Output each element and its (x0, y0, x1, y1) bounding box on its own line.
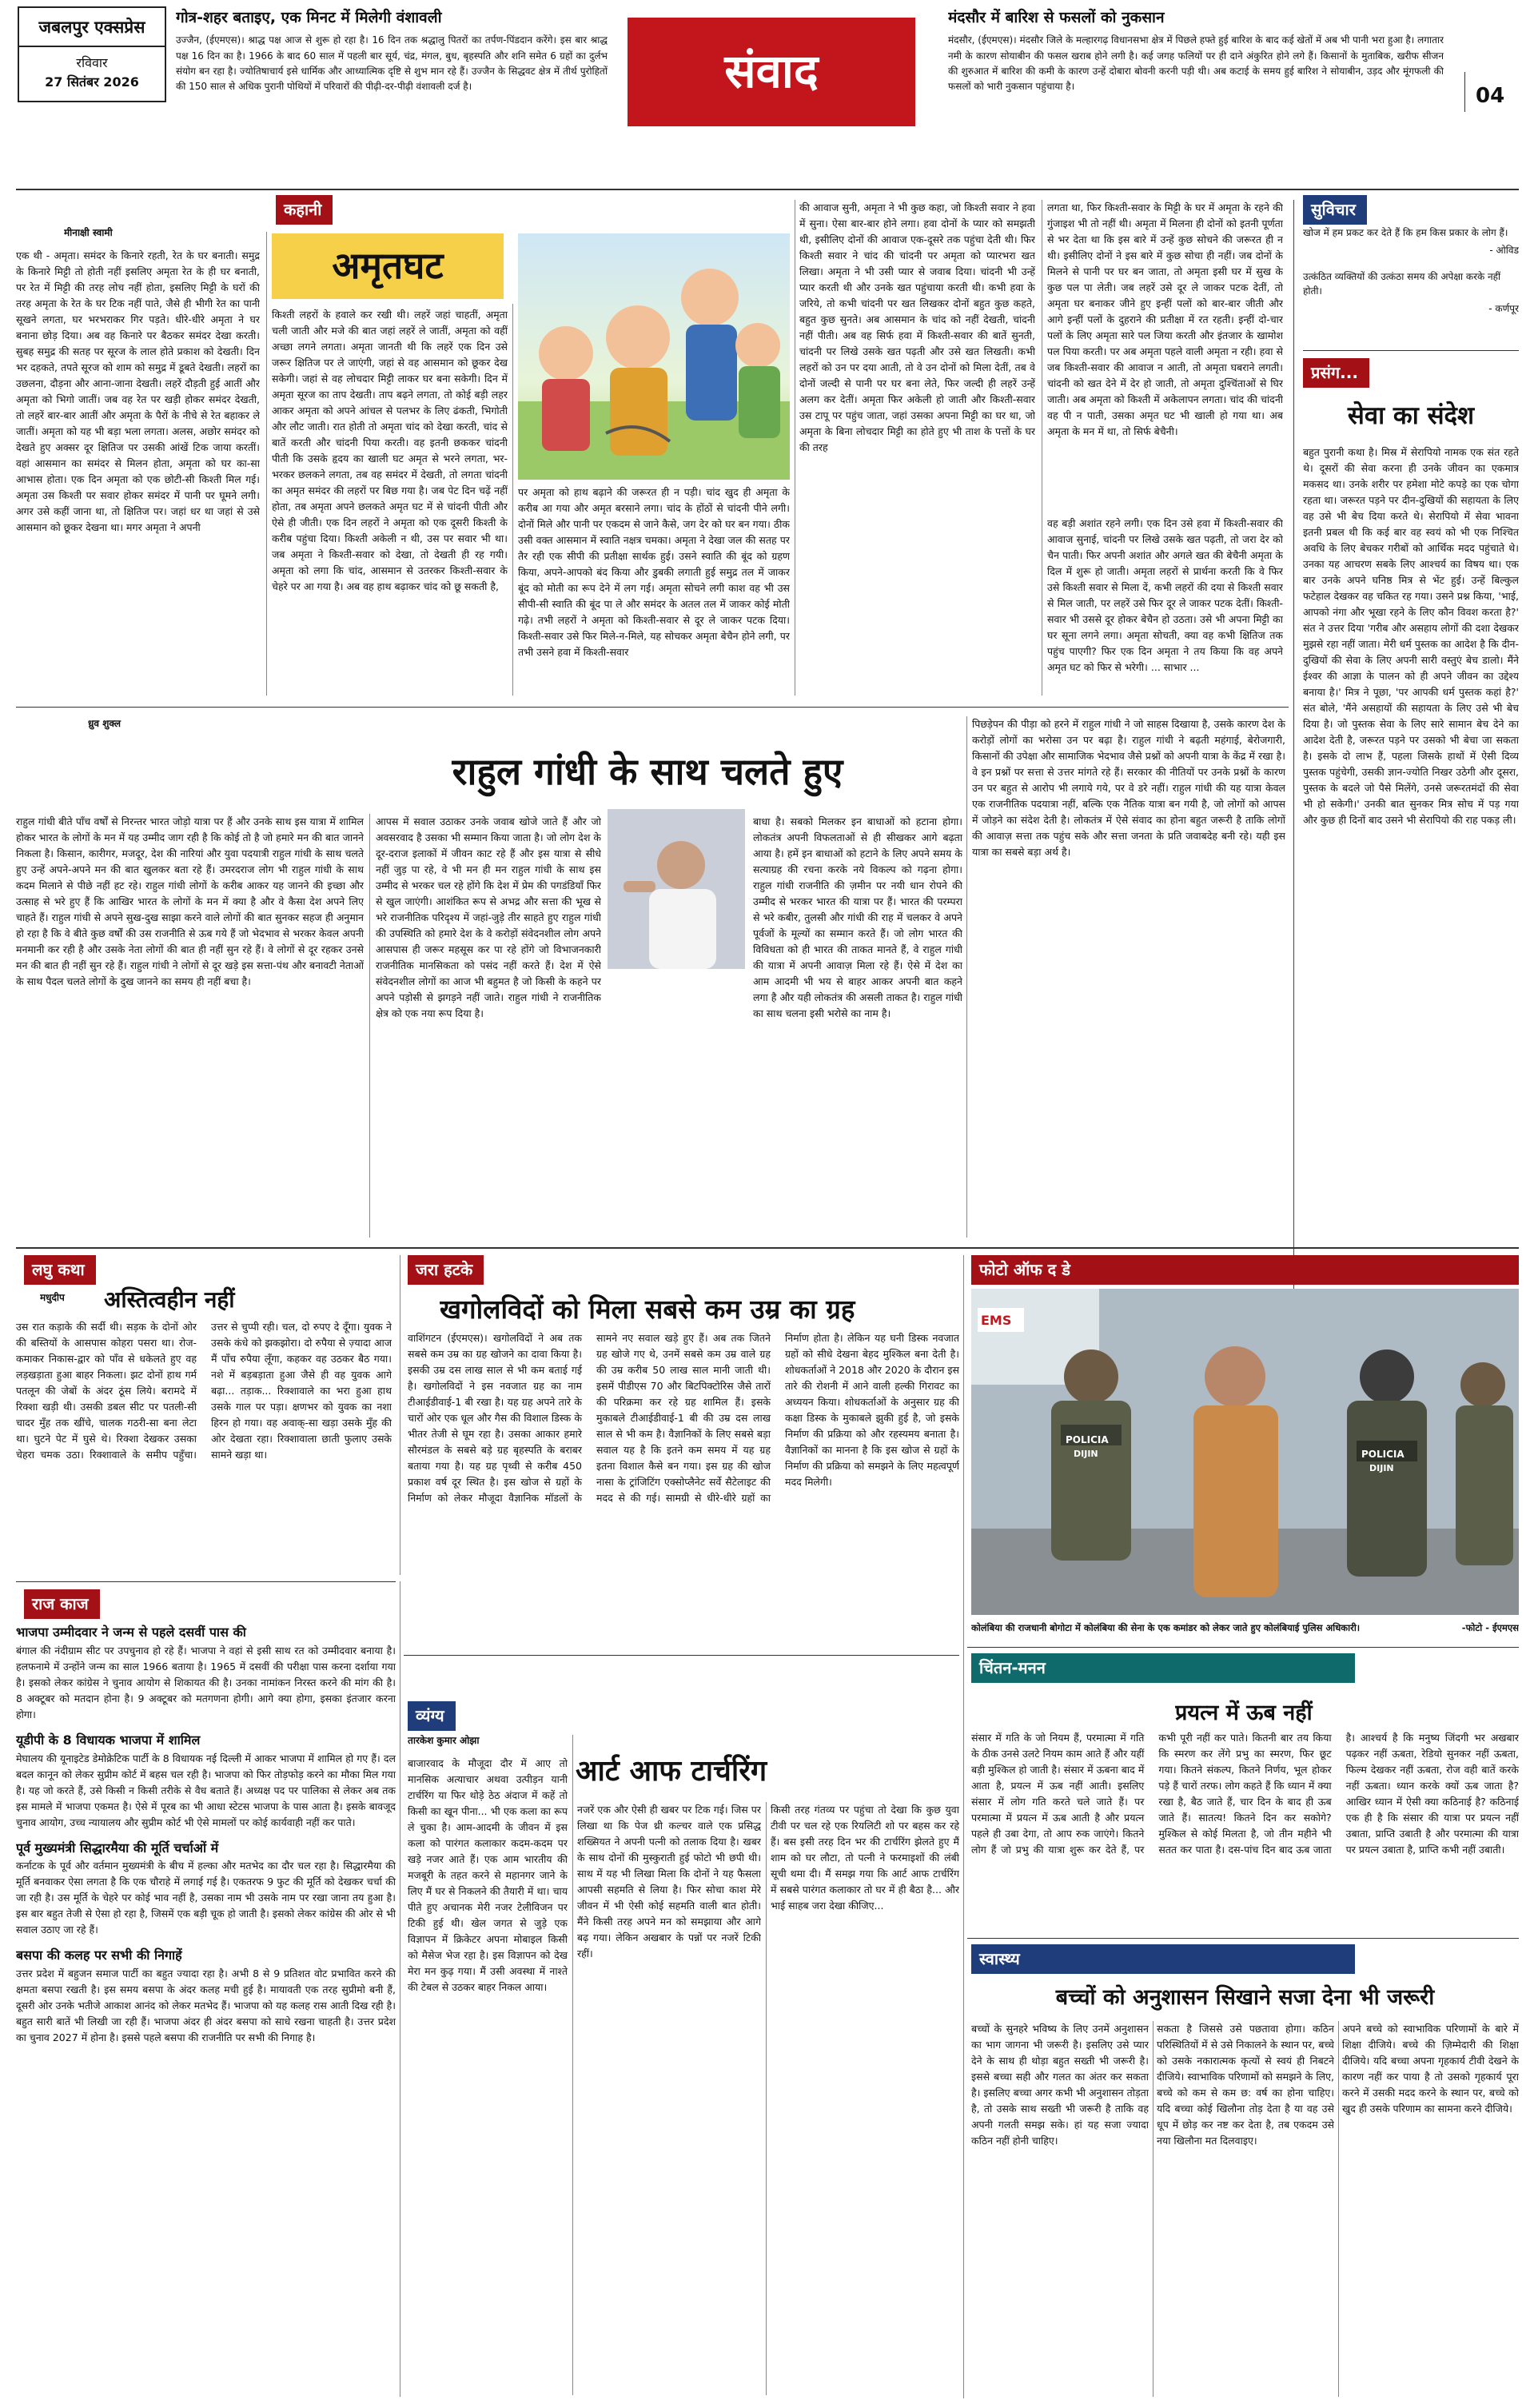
vyang-headline: आर्ट आफ टार्चरिंग (576, 1755, 767, 1788)
cartoon-people-illustration (518, 233, 790, 480)
raj-kaj-item (16, 1623, 396, 1723)
raj-kaj-headline: पूर्व मुख्यमंत्री सिद्धारमैया की मूर्ति चर्चाओं में (16, 1840, 219, 1856)
vyang-author: तारकेश कुमार ओझा (408, 1735, 480, 1746)
raj-kaj-item (16, 1731, 396, 1831)
story-col-1: एक थी - अमृता। समंदर के किनारे रहती, रेत के घर बनाती। समुद्र के किनारे मिट्टी तो होती नहीं इसलिए अमृता रेत के ही घर बनाती, पर रेत में मिट्टी की तरह लोच नहीं होता, इसलिए मिट्टी के घरों की तरह अमृता के रेत के घर टिक नहीं पाते, जैसे ही भीगी रेत का पानी सूखने लगता, घर भरभराकर गिर पड़ते। धीरे-धीरे अमृता ने घर बनाना छोड़ दिया। अब वह किनारे पर बैठकर समंदर देखा करती। सुबह समुद्र की सतह पर सूरज के लाल होते प्रकाश को देखती। दिन भर दहकते, तपते सूरज को शाम को समुद्र में डूबते देखती। लहरों का उछलना, दौड़ना और आना-जाना देखती। लहरें दौड़ती हुई आतीं और अमृता को भिगो जातीं। जब वह रेत पर खड़ी होकर समंदर देखती, तो लहरें बार-बार आतीं और अमृता के पैरों के नीचे से रेत बहाकर ले जातीं। अमृता को यह भी बड़ा भला लगता। अलस, अछोर समंदर को देखते हुए अक्सर दूर क्षितिज पर उसकी आंखें टिक जाया करतीं। वहां आसमान का समंदर से मिलन होता, अमृता को घर का-सा आभास होता। एक दिन अमृता को एक छोटी-सी किश्ती मिल गई। अमृता उस किश्ती पर सवार होकर समंदर में पानी पर घूमने लगी। अगर उसे कहीं जाना था, तो क्षितिज पर। जहां धर था जहां से उसे आसमान को छूकर देखना था। मगर अमृता ने अपनी (16, 249, 260, 533)
top-left-headline: गोत्र-शहर बताइए, एक मिनट में मिलेगी वंशावली (176, 9, 442, 26)
vest-label-right: POLICIA (1361, 1449, 1405, 1460)
suvichar-quote-1: खोज में हम प्रकट कर देते हैं कि हम किस प्रकार के लोग हैं। (1303, 227, 1508, 238)
story-col-5: लगता था, फिर किश्ती-सवार के मिट्टी के घर में अमृता के रहने की गुंजाइश भी तो नहीं थी। अमृता में मिलना ही दोनों को इतनी पूर्णता से भर देता था कि इस बारे में उन्हें कुछ सोचने की जरूरत ही न थी। इसीलिए दोनों ने इस बारे में कुछ सोचा ही नहीं। जब दोनों के मिलने से पानी पर घर बन जाता, तो अमृता इसी घर में सुख के कुछ पल पा लेती। जब लहरें उसे दूर ले जाकर पटक देतीं, तो अमृता घर बनाकर जीने हुए इन्हीं पलों को बार-बार जीती और आगे इन्हीं पलों के दुहराने की प्रतीक्षा में रत रहती। इन्हीं दो-चार पलों के लिए अमृता सारे पल जिया करती और इंतजार के खामोश पल पिया करती। पर अब अमृता पहले वाली अमृता न रही। हवा से जब किश्ती-सवार की आवाज न आती, तो अमृता घबराने लगती। चांदनी को खत देने में देर हो जाती, तो अमृता दुश्चिंताओं से घिर जाती। अब अमृता को किश्ती में अकेलापन लगता। चांद की चांदनी वह पी न पाती, उसका अमृत घट भी खाली हो गया था। अब अमृता के मन में था, तो सिर्फ बेचैनी। (1047, 201, 1283, 437)
vest-label-right-2: DIJIN (1369, 1463, 1394, 1473)
raj-kaj-body: बंगाल की नंदीग्राम सीट पर उपचुनाव हो रहे हैं। भाजपा ने वहां से इसी साथ रत को उम्मीदवार बनाया है। हलफनामे में उन्होंने जन्म का साल 1966 बताया है। 1965 में दसवीं की परीक्षा पास करना दर्शाया गया है। इसको लेकर कांग्रेस ने चुनाव आयोग से शिकायत की है। उनका नामांकन निरस्त करने की मांग की है। 8 अक्टूबर को मतदान होना है। 9 अक्टूबर को मतगणना होगी। आगे क्या होगा, इसका इंतजार करना होगा। (16, 1644, 396, 1720)
page-number: 04 (1476, 84, 1505, 108)
story-author: मीनाक्षी स्वामी (64, 227, 113, 238)
laghu-katha-author: मधुदीप (40, 1292, 65, 1303)
chintan-title: प्रयत्न में ऊब नहीं (1175, 1700, 1313, 1725)
rahul-author: ध्रुव शुक्ल (88, 718, 122, 729)
raj-kaj-label: राज काज (24, 1589, 100, 1619)
suvichar-author-2: - कर्णपूर (1488, 302, 1519, 314)
jara-hatke-body: वाशिंगटन (ईएमएस)। खगोलविदों ने अब तक सबसे कम उम्र का ग्रह खोजने का दावा किया है। इसकी उम्र दस लाख साल से भी कम बताई गई है। खगोलविदों ने इस नवजात ग्रह का नाम टीआईडीवाई-1 बी रखा है। यह ग्रह अपने तारे के चारों ओर एक धूल और गैस की विशाल डिस्क के भीतर तेजी से घूम रहा है। उसका आकार हमारे सौरमंडल के सबसे बड़े ग्रह बृहस्पति के बराबर बताया गया है। यह ग्रह पृथ्वी से करीब 450 प्रकाश वर्ष दूर स्थित है। इस खोज से ग्रहों के निर्माण को लेकर मौजूदा वैज्ञानिक मॉडलों के सामने नए सवाल खड़े हुए हैं। अब तक जितने ग्रह खोजे गए थे, उनमें सबसे कम उम्र वाले ग्रह की उम्र करीब 50 लाख साल मानी जाती थी। इसमें पीडीएस 70 और बिटपिक्टोरिस जैसे तारों की परिक्रमा कर रहे ग्रह शामिल हैं। इसके मुकाबले टीआईडीवाई-1 बी की उम्र दस लाख साल से भी कम है। वैज्ञानिकों के लिए सबसे बड़ा सवाल यह है कि इतने कम समय में यह ग्रह इतना विशाल कैसे बन गया। इस ग्रह की खोज नासा के ट्रांजिटिंग एक्सोप्लैनेट सर्वे सैटेलाइट की मदद से की गई। सामग्री से धीरे-धीरे ग्रहों का निर्माण होता है। लेकिन यह घनी डिस्क नवजात ग्रहों को सीधे देखना बेहद मुश्किल बना देती है। शोधकर्ताओं ने 2018 और 2020 के दौरान इस तारे की रोशनी में आने वाली हल्की गिरावट का अध्ययन किया। शोधकर्ताओं के अनुसार ग्रह की कक्षा डिस्क के मुकाबले झुकी हुई है, जो इसके निर्माण की प्रक्रिया को और रहस्यमय बनाता है। वैज्ञानिकों का मानना है कि इस खोज से ग्रहों के निर्माण की प्रक्रिया को समझने के लिए महत्वपूर्ण मदद मिलेगी। (408, 1332, 959, 1504)
jara-hatke-headline: खगोलविदों को मिला सबसे कम उम्र का ग्रह (440, 1294, 855, 1325)
swasthya-label: स्वास्थ्य (971, 1944, 1355, 1974)
raj-kaj-item (16, 1839, 396, 1939)
raj-kaj-item (16, 1946, 396, 2046)
photo-of-day-image (971, 1289, 1519, 1615)
vyang-label: व्यंग्य (408, 1701, 456, 1731)
vyang-col-3: किसी तरह गंतव्य पर पहुंचा तो देखा कि कुछ युवा टीवी पर चल रहे एक रियलिटी शो पर बहस कर रहे हैं। बस इसी तरह दिन भर की टार्चरिंग झेलते हुए मैं शाम को घर लौटा, तो पत्नी ने फरमाइशों की लंबी सूची थमा दी। मैं समझ गया कि आर्ट आफ टार्चरिंग में सबसे पारंगत कलाकार तो घर में ही बैठा है... और भाई साहब जरा देखा कीजिए... (771, 1804, 959, 1912)
raj-kaj-headline: बसपा की कलह पर सभी की निगाहें (16, 1948, 182, 1963)
prasang-body: बहुत पुरानी कथा है। मिस्र में सेरापियो नामक एक संत रहते थे। दूसरों की सेवा करना ही उनके जीवन का एकमात्र मकसद था। उनके शरीर पर हमेशा मोटे कपड़े का एक चोगा रहता था। जरूरत पड़ने पर दीन-दुखियों की सहायता के लिए वह उसे भी बेच दिया करते थे। सेरापियो में सेवा भावना इतनी प्रबल थी कि कई बार वह स्वयं को भी एक निश्चित अवधि के लिए बेचकर गरीबों को आर्थिक मदद पहुंचाते थे। उनका यह आचरण सबके लिए आश्चर्य का विषय था। एक बार उनके अपने घनिष्ठ मित्र से भेंट हुई। उन्हें बिल्कुल फटेहाल देखकर वह चकित रह गया। उसने प्रश्न किया, 'भाई, आपको नंगा और भूखा रहने के लिए कौन विवश करता है?' संत ने उत्तर दिया 'गरीब और असहाय लोगों की दशा देखकर मुझसे रहा नहीं जाता। मेरी धर्म पुस्तक का आदेश है कि दीन-दुखियों की सेवा के लिए अपनी सारी वस्तुएं बेच डालो। मैंने ईश्वर की आज्ञा के पालन को ही अपने जीवन का उद्देश्य बनाया है।' मित्र ने पूछा, 'पर आपकी धर्म पुस्तक कहां है?' संत बोले, 'मैंने असहायों की सहायता के लिए उसे भी बेच दिया है। जो पुस्तक सेवा के लिए सारे सामान बेच देने का आदेश देती है, जरूरत पड़ने पर उसको भी बेचा जा सकता है। इसके दो लाभ हैं, पहला जिसके हाथों में ऐसी दिव्य पुस्तक पहुंचेगी, उसकी ज्ञान-ज्योति निखर उठेगी और दूसरा, पुस्तक के बदले जो पैसे मिलेंगे, उनसे जरूरतमंदों की सेवा भी हो सकेगी।' उनकी बात सुनकर मित्र सोच में पड़ गया और कुछ ही दिनों बाद उसने भी सेरापियो की राह पकड़ ली। (1303, 446, 1519, 826)
raj-kaj-headline: यूडीपी के 8 विधायक भाजपा में शामिल (16, 1732, 201, 1748)
raj-kaj-list (16, 1623, 396, 2398)
story-illustration (518, 233, 790, 480)
ems-badge: EMS (981, 1313, 1012, 1328)
laghu-katha-title: अस्तित्वहीन नहीं (104, 1286, 235, 1313)
photo-of-day-credit: -फोटो - ईएमएस (1461, 1622, 1519, 1633)
jara-hatke-label: जरा हटके (408, 1255, 484, 1285)
raj-kaj-body: उत्तर प्रदेश में बहुजन समाज पार्टी का बहुत ज्यादा रहा है। अभी 8 से 9 प्रतिशत वोट प्रभावित करने की क्षमता बसपा रखती है। इस समय बसपा के अंदर कलह मची हुई है। मायावती एक तरह सुप्रीमो बनी हैं, दूसरी ओर उनके भतीजे आकाश आनंद को लेकर मतभेद हैं। भाजपा को यह कलह रास आती दिख रही है। बहुत सारी बातें भी लिखी जा रही हैं। भाजपा अंदर ही अंदर बसपा को साधे रखना चाहती है। उत्तर प्रदेश का चुनाव 2027 में होना है। इससे पहले बसपा की राजनीति पर सभी की निगाह है। (16, 1967, 396, 2044)
story-col-6: वह बड़ी अशांत रहने लगी। एक दिन उसे हवा में किश्ती-सवार की आवाज सुनाई, चांदनी पर लिखे उसके खत पढ़ती, तो जरा देर को चैन पाती। फिर अपनी अशांत और अगले खत की बेचैनी अमृता के दिल में शुरू हो जाती। अमृता लहरों से प्रार्थना करती कि वे फिर उसे किश्ती सवार से मिला दें, कभी लहरों की दया से किश्ती सवार से मिल जाती, पर लहरें उसे फिर दूर ले जाकर पटक देतीं। किश्ती-सवार भी उससे दूर होकर बेचैन हो उठता। उसे भी अपना मिट्टी का घर सूना लगने लगा। अमृता सोचती, क्या वह कभी क्षितिज तक पहुंच पाएगी? फिर एक दिन अमृता ने तय किया कि वह अपने अमृत घट को फिर से भरेगी। ... साभार ... (1047, 517, 1283, 673)
story-title-box (272, 233, 504, 299)
vest-label-left: POLICIA (1066, 1434, 1109, 1445)
story-col-4: की आवाज सुनी, अमृता ने भी कुछ कहा, जो किश्ती सवार ने हवा में सुना। ऐसा बार-बार होने लगा। हवा दोनों के प्यार को समझती थी, इसीलिए दोनों की आवाज एक-दूसरे तक पहुंचा देती थी। फिर किश्ती सवार ने चांद की चांदनी पर अमृता को प्यारभरा खत लिखा। अमृता ने भी उसी प्यार से जवाब दिया। चांदनी भी उन्हें प्यार करती थी और उनके खत पहुंचाया करती थी। कभी हवा के जरिये, तो कभी चांदनी पर खत लिखकर दोनों बहुत कुछ कहते, बहुत कुछ सुनते। अब आसमान के चांद को नहीं देखती, चांदनी नहीं पीती। अब वह सिर्फ हवा में किश्ती-सवार की बातें सुनती, चांदनी पर लिखे उसके खत पढ़ती और उसे खत लिखती। कभी लहरों को उन पर दया आती, तो वे उन दोनों को मिला देतीं, तब वे दोनों जल्दी से पानी पर घर बना लेते, फिर जल्दी ही लहरें उन्हें अलग कर देतीं। अमृता फिर अकेली हो जाती और किश्ती-सवार उस टापू पर पहुंच जाता, जहां उसका अपना मिट्टी का घर था, जो अमृता के बिना लोचदार मिट्टी का होते हुए भी ताश के पत्तों के घर की तरह (799, 201, 1035, 453)
suvichar-label: सुविचार (1303, 195, 1367, 225)
prasang-label: प्रसंग... (1303, 358, 1369, 388)
raj-kaj-body: कर्नाटक के पूर्व और वर्तमान मुख्यमंत्री के बीच में हल्का और मतभेद का दौर चल रहा है। सिद्धारमैया की मूर्ति बनवाकर ऐसा लगता है कि एक चौराहे में लगाई गई है। एकतरफ 9 फुट की मूर्ति को देखकर चर्चा की जा रही है। उस मूर्ति के चेहरे पर कोई भाव नहीं है, उसका नाम भी उसके नाम पर रखा जाना तय हुआ है। इस बार बहुत तेजी से ऐसा हो रहा है, जिसमें एक बड़ी चूक हो जाती है। इसको लेकर कांग्रेस की ओर से भी सवाल उठाए जा रहे हैं। (16, 1860, 396, 1936)
swasthya-col-2: सकता है जिससे उसे पछतावा होगा। कठिन परिस्थितियों में से उसे निकालने के स्थान पर, बच्चे को उसके नकारात्मक कृत्यों से स्वयं ही निबटने दीजिये। स्वाभाविक परिणामों को समझने के लिए, बच्चे को कम से कम छ: वर्ष का होना चाहिए। यदि बच्चा कोई खिलौना तोड़ देता है या वह उसे धूप में छोड़ कर नष्ट कर देता है, तब एकदम उसे नया खिलौना मत दिलवाइए। (1157, 2023, 1334, 2147)
story-col-3: पर अमृता को हाथ बढ़ाने की जरूरत ही न पड़ी। चांद खुद ही अमृता के करीब आ गया और अमृत बरसाने लगा। चांद के होंठों से चांदनी पीने लगी। दोनों मिले और पानी पर एकदम से जाने कैसे, जग देर को घर बन गया। ठीक उसी वक्त आसमान में स्वाति नक्षत्र चमका। अमृता ने देखा जल की सतह पर तैर रही एक सीपी की प्रतीक्षा सार्थक हुई। उसने स्वाति की बूंद को ग्रहण किया, अपने-आपको बंद किया और डुबकी लगाती हुई समुद्र तल में जाकर बूंद को मोती का रूप देने में लग गई। अमृता सोचने लगी काश वह भी उस सीपी-सी स्वाति की बूंद पा ले और समंदर के अतल तल में जाकर कोई मोती गढ़े। तभी लहरों ने अमृता को किश्ती-सवार से दूर ले जाकर पटक दिया। किश्ती-सवार उसे फिर मिले-न-मिले, यह सोचकर अमृता बेचैन होने लगी, पर तभी उसने हवा में किश्ती-सवार (518, 486, 790, 658)
story-section-label: कहानी (276, 195, 333, 225)
swasthya-headline: बच्चों को अनुशासन सिखाने सजा देना भी जरूरी (1055, 1985, 1435, 2010)
rahul-photo (608, 809, 745, 969)
issue-date: 27 सितंबर 2026 (45, 74, 139, 90)
vest-label-left-2: DIJIN (1074, 1449, 1098, 1459)
chintan-label: चिंतन-मनन (971, 1653, 1355, 1683)
rahul-col-4: पिछड़ेपन की पीड़ा को हरने में राहुल गांधी ने जो साहस दिखाया है, उसके कारण देश के करोड़ों लोगों का भरोसा उन पर बढ़ा है। राहुल गांधी ने बढ़ती महंगाई, बेरोजगारी, किसानों की उपेक्षा और सामाजिक भेदभाव जैसे प्रश्नों को अपनी यात्रा के केंद्र में रखा है। वे इन प्रश्नों पर सत्ता से उत्तर मांगते रहे हैं। सरकार की नीतियों पर उनके प्रश्नों के कारण उन पर बहुत से आरोप भी लगाये गये, पर वे डरे नहीं। राहुल गांधी की यह यात्रा केवल एक राजनीतिक पदयात्रा नहीं, बल्कि एक नैतिक यात्रा बन गयी है, जो लोगों को आपस में जोड़ने का संदेश देती है। लोकतंत्र में ऐसे संवाद का होना बहुत जरूरी है ताकि लोगों की आवाज़ सत्ता तक पहुंच सके और सत्ता जनता के प्रति जवाबदेह बनी रहे। यही इस यात्रा का सबसे बड़ा अर्थ है। (972, 718, 1285, 858)
masthead-box (18, 6, 166, 102)
top-left-body: उज्जैन, (ईएमएस)। श्राद्ध पक्ष आज से शुरू हो रहा है। 16 दिन तक श्रद्धालु पितरों का तर्पण-पिंडदान करेंगे। इस बार श्राद्ध पक्ष 16 दिन का है। 1966 के बाद 60 साल में पहली बार सूर्य, चंद्र, मंगल, बुध, बृहस्पति और शनि समेत 6 ग्रहों का दुर्लभ संयोग बन रहा है। ज्योतिषाचार्य इसे धार्मिक और आध्यात्मिक दृष्टि से शुभ मान रहे हैं। उज्जैन के सिद्धवट क्षेत्र में तीर्थ पुरोहितों की 150 साल से अधिक पुरानी पोथियों में परिवारों की पीढ़ी-दर-पीढ़ी वंशावली दर्ज है। (176, 34, 608, 92)
prasang-title: सेवा का संदेश (1347, 401, 1475, 430)
vyang-col-1: बाजारवाद के मौजूदा दौर में आए तो मानसिक अत्याचार अथवा उत्पीड़न यानी टार्चरिंग या फिर थोड़े ठेठ अंदाज में कहें तो किसी का खून पीना... भी एक कला का रूप ले चुका है। आम-आदमी के जीवन में इस कला को पारंगत कलाकार कदम-कदम पर खड़े नजर आते हैं। एक आम भारतीय की मजबूरी के तहत करने से महानगर जाने के लिए मैं घर से निकलने की तैयारी में था। चाय पीते हुए अचानक मेरी नजर टेलीविजन पर टिकी हुई थी। खेल जगत से जुड़े एक विज्ञापन में क्रिकेटर अपना मोबाइल किसी को मैसेज भेज रहा है। इस विज्ञापन को देख मेरा मन कुढ़ गया। मैं उसी अवस्था में नाश्ते की टेबल से उठकर बाहर निकल आया। (408, 1757, 568, 1993)
raj-kaj-headline: भाजपा उम्मीदवार ने जन्म से पहले दसवीं पास की (16, 1625, 246, 1640)
suvichar-quote-2: उत्कंठित व्यक्तियों की उत्कंठा समय की अपेक्षा करके नहीं होती। (1303, 270, 1501, 297)
suvichar-box (1303, 225, 1519, 345)
rahul-col-1: राहुल गांधी बीते पाँच वर्षों से निरन्तर भारत जोड़ो यात्रा पर हैं और उनके साथ इस यात्रा में शामिल होकर भारत के लोगों के मन में यह उम्मीद जाग रही है कि कोई तो है जो हमारे मन की बात जानने निकला है। किसान, कारीगर, मजदूर, देश की नारियां और युवा पदयात्री राहुल गांधी के साथ चलते हुए उन्हें अपने-अपने मन की बात खुलकर बता रहे हैं। उमरदराज लोग भी राहुल गांधी के साथ कदम मिलाने से पीछे नहीं हट रहे। राहुल गांधी लोगों के करीब आकर यह जानने की इच्छा और उत्साह से भरे हुए हैं कि आखिर भारत के लोगों के मन में क्या है और वे कैसा देश अपने लिए चाहते हैं। राहुल गांधी से अपने सुख-दुख साझा करने वाले लोगों की बात सुनकर सहज ही अनुमान हो रहा है कि वे बीते कुछ वर्षों की उस राजनीति से ऊब गये हैं जो भेदभाव से भरकर केवल अपनी मनमानी कर रही है और उसके नेता लोगों की बात ही नहीं सुन रहे हैं। वे लोगों से दूर रहकर उनसे मन की बात ही नहीं सुन रहे हैं। राहुल गांधी ने लोगों से दूर खड़े इस सत्ता-पंथ और बनावटी नेताओं के साथ पैदल चलते लोगों के दुख जानने का समय ही नहीं बचा है। (16, 815, 364, 987)
speaker-photo-placeholder (608, 809, 745, 969)
top-right-body: मंदसौर, (ईएमएस)। मंदसौर जिले के मल्हारगढ़ विधानसभा क्षेत्र में पिछले हफ्ते हुई बारिश के बाद कई खेतों में अब भी पानी भरा हुआ है। लगातार नमी के कारण सोयाबीन की फसल खराब होने लगी है। कई जगह फलियों पर ही दाने अंकुरित होने लगे हैं। किसानों के मुताबिक, खरीफ सीजन की शुरुआत में बारिश की कमी के कारण उन्हें दोबारा बोवनी करनी पड़ी थी। अब कटाई के समय हुई बारिश ने सोयाबीन, उड़द और मूंगफली की फसलों को भारी नुकसान पहुंचाया है। (948, 34, 1444, 92)
police-escort-photo (971, 1289, 1519, 1615)
rahul-headline: राहुल गांधी के साथ चलते हुए (452, 750, 843, 793)
laghu-katha-label: लघु कथा (24, 1255, 96, 1285)
issue-day: रविवार (76, 54, 108, 70)
top-left-story (176, 6, 608, 142)
raj-kaj-body: मेघालय की यूनाइटेड डेमोक्रेटिक पार्टी के 8 विधायक नई दिल्ली में आकर भाजपा में शामिल हो गए हैं। दल बदल कानून को लेकर सुप्रीम कोर्ट में बहस चल रही है। भाजपा को फिर तोड़फोड़ करने का मौका मिल गया है। यह जो करते हैं, उसे किसी न किसी तरीके से वैध बताते हैं। अध्यक्ष पद पर पालिका से लेकर अब तक इस मामले में भाजपा एकमत है। ऐसे में पूरब का भी आधा स्टेटस भाजपा के पास आता है। इसके बावजूद चुनाव आयोग, उच्च न्यायालय और सुप्रीम कोर्ट भी ऐसे मामलों पर कोई कार्यवाही नहीं कर पाते। (16, 1752, 396, 1828)
story-col-2: किश्ती लहरों के हवाले कर रखी थी। लहरें जहां चाहतीं, अमृता चली जाती और मजे की बात जहां लहरें ले जातीं, अमृता को वहीं अच्छा लगने लगता। अमृता जानती थी कि लहरें एक दिन उसे जरूर क्षितिज पर ले जाएंगी, जहां से वह आसमान को छूकर देख सकेगी। जहां से वह लोचदार मिट्टी लाकर घर बना सकेगी। दिन में अमृता सूरज का ताप देखती। ताप बढ़ने लगता, तो कोई बड़ी लहर आकर अमृता को अपने आंचल से पलभर के लिए ढंकती, भिगोती और लौट जाती। रात होती तो अमृता चांद को देखा करती, चांद से बातें करती और चांदनी पिया करती। वह इतनी छककर चांदनी पीती कि उसके हृदय का खाली घट अमृत से भरने लगता, भर-भरकर छलकने लगता, तब वह समंदर में देखती, तो लगता चांदनी का अमृत समंदर की लहरों पर बिछ गया है। जब पेट दिन चढ़ें नहीं होता, तब अमृता अपने छलकते अमृत घट में से चांदनी पीती और ऐसे ही जीती। एक दिन लहरों ने अमृता को एक दूसरी किश्ती के करीब पहुंचा दिया। किश्ती अकेली न थी, उस पर सवार भी था। जब अमृता ने किश्ती-सवार को देखा, तो देखती ही रह गयी। अमृता को लगा कि चांद, आसमान से उतरकर किश्ती-सवार के चेहरे पर आ गया है। अब वह हाथ बढ़ाकर चांद को छू सकती है, (272, 309, 508, 592)
photo-of-day-caption: कोलंबिया की राजधानी बोगोटा में कोलंबिया की सेना के एक कमांडर को लेकर जाते हुए कोलंबियाई पुलिस अधिकारी। (971, 1622, 1361, 1633)
suvichar-author-1: - ओविड (1489, 245, 1519, 256)
section-title: संवाद (724, 44, 819, 99)
top-right-story (948, 6, 1444, 142)
rahul-col-3: बाधा है। सबको मिलकर इन बाधाओं को हटाना होगा। लोकतंत्र अपनी विफलताओं से ही सीखकर आगे बढ़ता आया है। हमें इन बाधाओं को हटाने के लिए अपने समय के सत्याग्रह की रचना करके नये विकल्प को गढ़ना होगा। राहुल गांधी राजनीति की ज़मीन पर नयी धान रोपने की उम्मीद से भरकर भारत की यात्रा पर हैं। भारत की परम्परा से भरे कबीर, तुलसी और गांधी की राह में चलकर वे अपने पूर्वजों के मूल्यों का सम्मान करते हैं। जो लोग भारत की विविधता को ही भारत की ताकत मानते हैं, वे राहुल गांधी की यात्रा में अपनी आवाज़ मिला रहे हैं। ऐसे में देश का आम आदमी भी भय से बाहर आकर अपनी बात कहने लगा है और यही लोकतंत्र की असली ताकत है। राहुल गांधी का साथ चलना इसी भरोसे का नाम है। (753, 815, 962, 1019)
section-title-box (628, 18, 915, 126)
laghu-katha-body: उस रात कड़ाके की सर्दी थी। सड़क के दोनों ओर की बस्तियों के आसपास कोहरा पसरा था। रोज-कमाकर निकास-द्वार को पाँव से धकेलते हुए वह लड़खड़ाता हुआ बाहर निकला। झट दोनों हाथ गर्म पतलून की जेबों के अंदर ठूंस लिये। बरामदे में रिक्शा खड़ी थी। उसकी डबल सीट पर पतली-सी चादर मुँह तक खींचे, चालक गठरी-सा बना लेटा था। घुटने पेट में घुसे थे। रिक्शा देखकर उसका चेहरा चमक उठा। रिक्शावाले के समीप पहुँचा। उत्तर से चुप्पी रही। चल, दो रुपए दे दूँगा। युवक ने उसके कंधे को झकझोरा। दो रुपैया से ज़्यादा आज मैं पाँच रुपैया लूँगा, कहकर वह उठकर बैठ गया। नशे में बड़बड़ाता हुआ जैसे ही वह युवक आगे बढ़ा... तड़ाक... रिक्शावाले का भरा हुआ हाथ उसके गाल पर पड़ा। क्षणभर को युवक का नशा हिरन हो गया। वह अवाक्-सा खड़ा उसके मुँह की ओर देखता रहा। रिक्शावाला छाती फुलाए उसके सामने खड़ा था। (16, 1321, 392, 1461)
chintan-body: संसार में गति के जो नियम हैं, परमात्मा में गति के ठीक उनसे उलटे नियम काम आते हैं और यहीं बड़ी मुश्किल हो जाती है। संसार में ऊबना बाद में आता है, प्रयत्न में ऊब नहीं आती। इसलिए संसार में लोग गति करते चले जाते हैं। पर परमात्मा में प्रयत्न में ऊब आती है और प्रयत्न पहले ही उबा देगा, तो आप रुक जाएंगे। कितने लोग हैं जो प्रभु की यात्रा शुरू कर देते हैं, पर कभी पूरी नहीं कर पाते। कितनी बार तय किया कि स्मरण कर लेंगे प्रभु का स्मरण, फिर छूट गया। कितने संकल्प, कितने निर्णय, भूल होकर पड़े हैं चारों तरफ। लोग कहते हैं कि ध्यान में क्या रखा है, बैठ जाते हैं, चार दिन के बाद ही ऊब जाते हैं। सातत्य! कितने दिन कर सकोगे? मुश्किल से कोई मिलता है, जो तीन महीने भी सतत कर पाता है। दस-पांच दिन बाद ऊब जाता है। आश्चर्य है कि मनुष्य जिंदगी भर अखबार पढ़कर नहीं ऊबता, रेडियो सुनकर नहीं ऊबता, फिल्म देखकर नहीं ऊबता, रोज वही बातें करके नहीं ऊबता। ध्यान करके क्यों ऊब जाता है? आखिर ध्यान में ऐसी क्या कठिनाई है? कठिनाई एक ही है कि संसार की यात्रा पर प्रयत्न नहीं उबाता, प्राप्ति उबाती है और परमात्मा की यात्रा पर प्रयत्न उबाता है, प्राप्ति कभी नहीं उबाती। (971, 1732, 1519, 1856)
swasthya-col-3: अपने बच्चे को स्वाभाविक परिणामों के बारे में शिक्षा दीजिये। बच्चे की ज़िम्मेदारी की शिक्षा दीजिये। यदि बच्चा अपना गृहकार्य टीवी देखने के कारण नहीं कर पाया है तो उसको गृहकार्य पूरा करने में उसकी मदद करने के स्थान पर, बच्चे को खुद ही उसके परिणाम का सामना करने दीजिये। (1342, 2023, 1519, 2115)
story-title: अमृतघट (332, 244, 444, 288)
paper-name: जबलपुर एक्सप्रेस (19, 8, 165, 47)
top-right-headline: मंदसौर में बारिश से फसलों को नुकसान (948, 9, 1165, 26)
swasthya-col-1: बच्चों के सुनहरे भविष्य के लिए उनमें अनुशासन का भाग जागना भी जरूरी है। इसलिए उसे प्यार देने के साथ ही थोड़ा बहुत सख्ती भी जरूरी है। इससे बच्चा सही और गलत का अंतर कर सकता है। इसलिए बच्चा अगर कभी भी अनुशासन तोड़ता है, तो उसके साथ सख्ती भी जरूरी है ताकि वह अपनी गलती समझ सके। हां यह सजा ज्यादा कठिन नहीं होनी चाहिए। (971, 2023, 1149, 2147)
vyang-col-2: नजरें एक और ऐसी ही खबर पर टिक गई। जिस पर लिखा था कि पेज थ्री कल्चर वाले एक प्रसिद्ध शख्सियत ने अपनी पत्नी को तलाक दिया है। खबर के साथ दोनों की मुस्कुराती हुई फोटो भी छपी थी। साथ में यह भी लिखा मिला कि दोनों ने यह फैसला आपसी सहमति से लिया है। फिर सोचा काश मेरे जीवन में भी ऐसी कोई सहमति वाली बात होती। मैंने किसी तरह अपने मन को समझाया और आगे बढ़ गया। लेकिन अखबार के पन्नों पर नजरें टिकी रहीं। (577, 1804, 761, 1959)
photo-of-day-label: फोटो ऑफ द डे (971, 1255, 1519, 1285)
rahul-col-2: आपस में सवाल उठाकर उनके जवाब खोजे जाते हैं और जो अवसरवाद है उसका भी सम्मान किया जाता है। जो लोग देश के दूर-दराज इलाकों में जीवन काट रहे हैं और इस यात्रा से सीधे नहीं जुड़ पा रहे, वे भी मन ही मन राहुल गांधी के साथ इस उम्मीद से भरकर चल रहे होंगे कि देश में प्रेम की पगडंडियाँ फिर से खुल जाएंगी। आशंकित रूप से अभद्र और सत्ता की भूख से भरे राजनीतिक परिदृश्य में जहां-जुड़े तीर साहते हुए राहुल गांधी की उपस्थिति को हमारे देश के वे करोड़ों संवेदनशील लोग अपने आसपास ही जरूर महसूस कर पा रहे होंगे जो विभाजनकारी राजनीतिक मानसिकता को पसंद नहीं करते हैं। देश में ऐसे संवेदनशील लोगों का आज भी बहुमत है जो किसी के कहने पर अपने पड़ोसी से झगड़ने नहीं जाते। राहुल गांधी ने राजनीतिक क्षेत्र को एक नया रूप दिया है। (376, 815, 601, 1019)
